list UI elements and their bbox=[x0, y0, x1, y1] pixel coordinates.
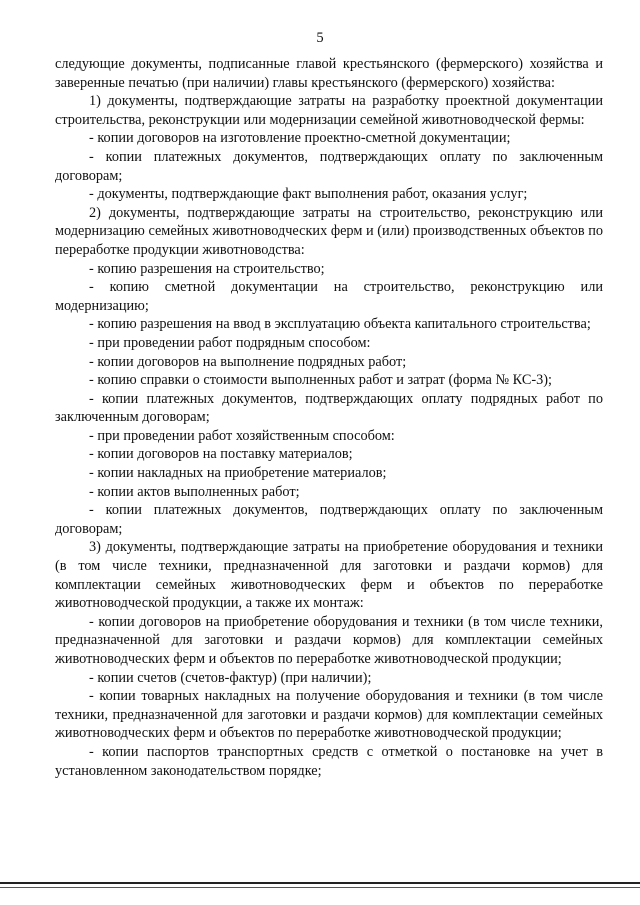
page-number: 5 bbox=[316, 30, 324, 46]
paragraph: 3) документы, подтверждающие затраты на приобретение оборудования и техники (в том числе техники, предназначенной для заготовки и раздачи кормов) для комплектации семейных животноводческих ферм и объектов по переработке животноводческой продукции, а также их монтаж: bbox=[55, 539, 603, 612]
paragraph: - копии актов выполненных работ; bbox=[89, 483, 300, 500]
paragraph: - копии паспортов транспортных средств с отметкой о постановке на учет в установленном законодательством порядке; bbox=[55, 743, 603, 779]
paragraph: - копии договоров на поставку материалов; bbox=[89, 446, 353, 463]
paragraph: - копии платежных документов, подтверждающих оплату по заключенным договорам; bbox=[55, 148, 603, 184]
bottom-rule-secondary bbox=[0, 887, 640, 888]
bottom-rule bbox=[0, 882, 640, 884]
paragraph: - копию разрешения на строительство; bbox=[89, 260, 325, 277]
paragraph: - копии накладных на приобретение материалов; bbox=[89, 465, 387, 482]
paragraph: - копии товарных накладных на получение оборудования и техники (в том числе техники, предназначенной для заготовки и раздачи кормов) для комплектации семейных животноводческих ферм и объектов по переработке животноводческой продукции; bbox=[55, 688, 603, 742]
paragraph: - копии платежных документов, подтверждающих оплату по заключенным договорам; bbox=[55, 502, 603, 537]
paragraph: - копии договоров на изготовление проектно-сметной документации; bbox=[89, 130, 511, 147]
paragraph: - копию сметной документации на строительство, реконструкцию или модернизацию; bbox=[55, 279, 603, 314]
paragraph: - копии счетов (счетов-фактур) (при наличии); bbox=[89, 669, 372, 686]
paragraph: - копии договоров на приобретение оборудования и техники (в том числе техники, предназначенной для заготовки и раздачи кормов) для комплектации семейных животноводческих ферм и объектов по переработке животноводческой продукции; bbox=[55, 613, 603, 667]
document-body bbox=[55, 55, 603, 780]
paragraph: - копию разрешения на ввод в эксплуатацию объекта капитального строительства; bbox=[89, 316, 591, 333]
paragraph: - при проведении работ хозяйственным способом: bbox=[89, 427, 395, 444]
paragraph: - документы, подтверждающие факт выполнения работ, оказания услуг; bbox=[89, 186, 528, 203]
paragraph: 2) документы, подтверждающие затраты на строительство, реконструкцию или модернизацию семейных животноводческих ферм и (или) производственных объектов по переработке продукции животноводства: bbox=[55, 204, 603, 258]
paragraph: 1) документы, подтверждающие затраты на разработку проектной документации строительства, реконструкции или модернизации семейной животноводческой фермы: bbox=[55, 93, 603, 128]
paragraph: следующие документы, подписанные главой крестьянского (фермерского) хозяйства и заверенные печатью (при наличии) главы крестьянского (фермерского) хозяйства: bbox=[55, 56, 603, 91]
paragraph: - копию справки о стоимости выполненных работ и затрат (форма № КС-3); bbox=[89, 372, 553, 389]
paragraph: - копии платежных документов, подтверждающих оплату подрядных работ по заключенным договорам; bbox=[55, 390, 603, 426]
paragraph: - при проведении работ подрядным способом: bbox=[89, 334, 371, 351]
paragraph: - копии договоров на выполнение подрядных работ; bbox=[89, 353, 407, 370]
